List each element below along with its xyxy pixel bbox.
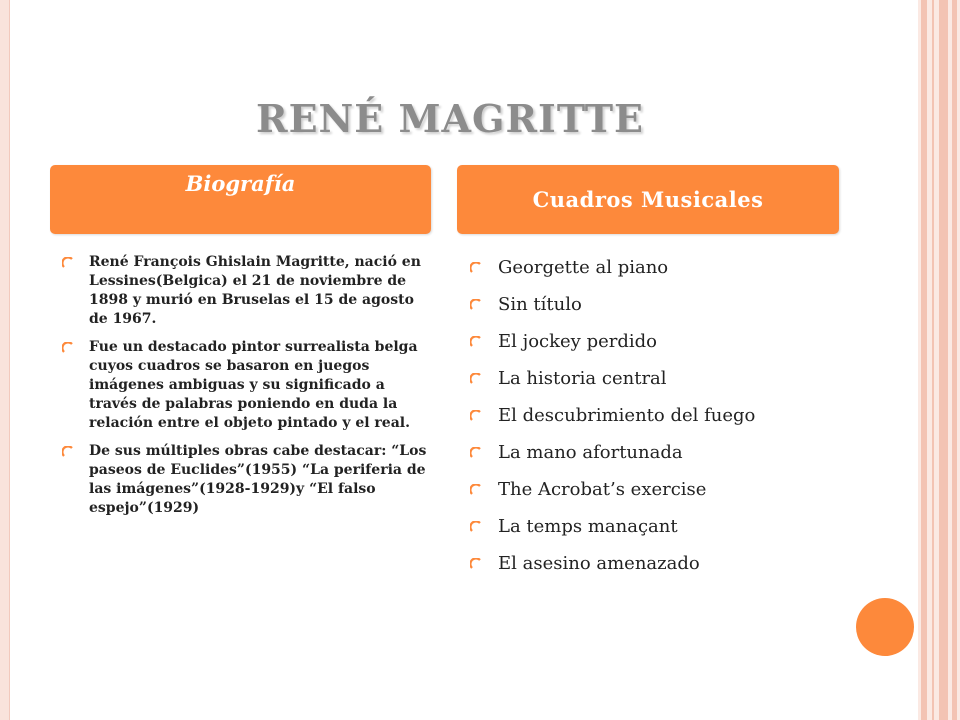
works-item-label: The Acrobat’s exercise xyxy=(498,479,707,500)
works-item xyxy=(470,293,850,330)
works-header xyxy=(457,165,839,234)
works-list xyxy=(470,256,850,589)
biography-text: Fue un destacado pintor surrealista belga cuyos cuadros se basaron en juegos imágenes ambiguas y su significado a través de palabras poniendo en duda la relación entre el objeto pintado y el real. xyxy=(89,339,418,431)
bullet-icon xyxy=(470,558,482,570)
biography-item xyxy=(62,253,432,329)
biography-text: René François Ghislain Magritte, nació en Lessines(Belgica) el 21 de noviembre de 1898 y murió en Bruselas el 15 de agosto de 1967. xyxy=(89,254,421,327)
biography-header xyxy=(50,165,431,234)
decorative-orange-circle xyxy=(856,598,914,656)
bullet-icon xyxy=(470,262,482,274)
bullet-icon xyxy=(470,336,482,348)
works-item-label: El asesino amenazado xyxy=(498,553,700,574)
bullet-icon xyxy=(62,257,74,269)
works-item xyxy=(470,515,850,552)
works-item xyxy=(470,552,850,589)
bullet-icon xyxy=(470,521,482,533)
works-item xyxy=(470,404,850,441)
works-item-label: La temps manaçant xyxy=(498,516,678,537)
works-item xyxy=(470,367,850,404)
works-item-label: Georgette al piano xyxy=(498,257,669,278)
works-item xyxy=(470,478,850,515)
works-item-label: La mano afortunada xyxy=(498,442,683,463)
biography-text: De sus múltiples obras cabe destacar: “Los paseos de Euclides”(1955) “La periferia de las imágenes”(1928-1929)y “El falso espejo”(1929) xyxy=(89,443,427,516)
works-item-label: La historia central xyxy=(498,368,667,389)
works-item-label: Sin título xyxy=(498,294,582,315)
bullet-icon xyxy=(470,484,482,496)
biography-item xyxy=(62,442,432,518)
bullet-icon xyxy=(62,342,74,354)
bullet-icon xyxy=(470,410,482,422)
bullet-icon xyxy=(62,446,74,458)
bullet-icon xyxy=(470,447,482,459)
slide-title: RENÉ MAGRITTE xyxy=(256,96,644,141)
works-item-label: El descubrimiento del fuego xyxy=(498,405,756,426)
biography-header-label: Biografía xyxy=(185,171,296,196)
bullet-icon xyxy=(470,373,482,385)
works-item-label: El jockey perdido xyxy=(498,331,657,352)
works-item xyxy=(470,256,850,293)
works-header-label: Cuadros Musicales xyxy=(532,187,764,212)
works-item xyxy=(470,441,850,478)
biography-list xyxy=(62,253,432,527)
biography-item xyxy=(62,338,432,433)
works-item xyxy=(470,330,850,367)
right-decorative-stripes xyxy=(918,0,960,720)
bullet-icon xyxy=(470,299,482,311)
